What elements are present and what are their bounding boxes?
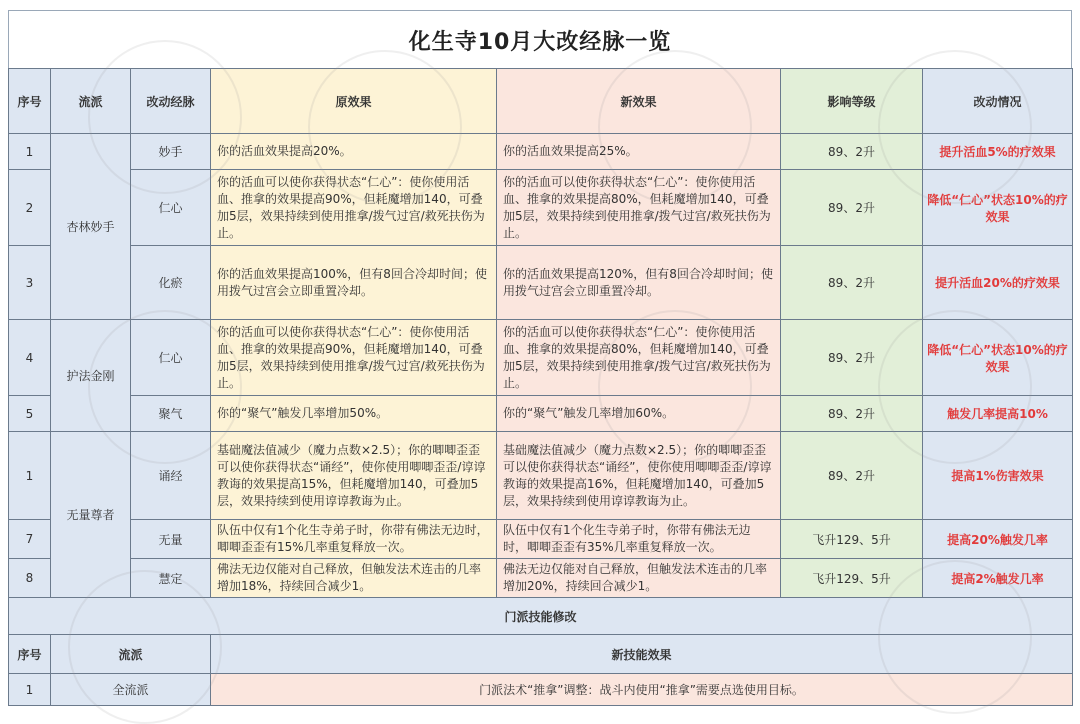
change: 提高20%触发几率 (923, 520, 1073, 559)
table-row (9, 396, 1073, 432)
section-header-effect: 新技能效果 (211, 635, 1073, 674)
meridian-name: 聚气 (131, 396, 211, 432)
change: 触发几率提高10% (923, 396, 1073, 432)
page-title: 化生寺10月大改经脉一览 (408, 29, 672, 55)
table-row (9, 134, 1073, 170)
table-row (9, 246, 1073, 320)
row-no: 1 (9, 432, 51, 520)
section-header-no: 序号 (9, 635, 51, 674)
old-effect: 基础魔法值减少（魔力点数×2.5）；你的唧唧歪歪可以使你获得状态“诵经”，使你使用唧唧歪歪/谆谆教诲的效果提高15%，但耗魔增加140，可叠加5层，效果持续到使用谆谆教诲为止。 (211, 432, 497, 520)
meridian-name: 无量 (131, 520, 211, 559)
change: 提高2%触发几率 (923, 559, 1073, 598)
level: 飞升129、5升 (781, 520, 923, 559)
table-row (9, 559, 1073, 598)
section-title: 门派技能修改 (9, 598, 1073, 635)
title-bar (8, 10, 1072, 70)
level: 89、2升 (781, 432, 923, 520)
header-change: 改动情况 (923, 69, 1073, 134)
meridian-name: 化瘀 (131, 246, 211, 320)
new-effect: 佛法无边仅能对自己释放，但触发法术连击的几率增加20%，持续回合减少1。 (497, 559, 781, 598)
section-row (9, 674, 1073, 706)
level: 89、2升 (781, 134, 923, 170)
header-new-effect: 新效果 (497, 69, 781, 134)
school-cell: 护法金刚 (51, 320, 131, 432)
meridian-table (8, 68, 1073, 706)
level: 飞升129、5升 (781, 559, 923, 598)
table-row (9, 432, 1073, 520)
table-header-row (9, 69, 1073, 134)
old-effect: 你的活血效果提高100%，但有8回合冷却时间；使用拨气过宫会立即重置冷却。 (211, 246, 497, 320)
old-effect: 你的活血可以使你获得状态“仁心”：使你使用活血、推拿的效果提高90%，但耗魔增加140，可叠加5层，效果持续到使用推拿/拨气过宫/救死扶伤为止。 (211, 320, 497, 396)
row-no: 7 (9, 520, 51, 559)
new-effect: 你的活血效果提高25%。 (497, 134, 781, 170)
section-row-school: 全流派 (51, 674, 211, 706)
new-effect: 队伍中仅有1个化生寺弟子时，你带有佛法无边时，唧唧歪歪有35%几率重复释放一次。 (497, 520, 781, 559)
old-effect: 佛法无边仅能对自己释放，但触发法术连击的几率增加18%，持续回合减少1。 (211, 559, 497, 598)
meridian-name: 诵经 (131, 432, 211, 520)
row-no: 3 (9, 246, 51, 320)
old-effect: 你的活血可以使你获得状态“仁心”：使你使用活血、推拿的效果提高90%，但耗魔增加140，可叠加5层，效果持续到使用推拿/拨气过宫/救死扶伤为止。 (211, 170, 497, 246)
change: 降低“仁心”状态10%的疗效果 (923, 320, 1073, 396)
meridian-name: 仁心 (131, 320, 211, 396)
school-cell: 无量尊者 (51, 432, 131, 598)
level: 89、2升 (781, 396, 923, 432)
header-meridian: 改动经脉 (131, 69, 211, 134)
header-school: 流派 (51, 69, 131, 134)
row-no: 5 (9, 396, 51, 432)
level: 89、2升 (781, 320, 923, 396)
change: 提升活血20%的疗效果 (923, 246, 1073, 320)
change: 提高1%伤害效果 (923, 432, 1073, 520)
section-row-no: 1 (9, 674, 51, 706)
new-effect: 基础魔法值减少（魔力点数×2.5）；你的唧唧歪歪可以使你获得状态“诵经”，使你使用唧唧歪歪/谆谆教诲的效果提高16%，但耗魔增加140，可叠加5层，效果持续到使用谆谆教诲为止。 (497, 432, 781, 520)
old-effect: 你的活血效果提高20%。 (211, 134, 497, 170)
old-effect: 你的“聚气”触发几率增加50%。 (211, 396, 497, 432)
row-no: 1 (9, 134, 51, 170)
table-row (9, 520, 1073, 559)
meridian-name: 仁心 (131, 170, 211, 246)
header-level: 影响等级 (781, 69, 923, 134)
level: 89、2升 (781, 246, 923, 320)
row-no: 2 (9, 170, 51, 246)
change: 降低“仁心”状态10%的疗效果 (923, 170, 1073, 246)
new-effect: 你的活血可以使你获得状态“仁心”：使你使用活血、推拿的效果提高80%，但耗魔增加140，可叠加5层，效果持续到使用推拿/拨气过宫/救死扶伤为止。 (497, 170, 781, 246)
school-cell: 杏林妙手 (51, 134, 131, 320)
section-header-school: 流派 (51, 635, 211, 674)
meridian-name: 妙手 (131, 134, 211, 170)
new-effect: 你的活血可以使你获得状态“仁心”：使你使用活血、推拿的效果提高80%，但耗魔增加140，可叠加5层，效果持续到使用推拿/拨气过宫/救死扶伤为止。 (497, 320, 781, 396)
document (8, 10, 1072, 710)
section-header-row (9, 635, 1073, 674)
table-row (9, 320, 1073, 396)
row-no: 4 (9, 320, 51, 396)
row-no: 8 (9, 559, 51, 598)
header-old-effect: 原效果 (211, 69, 497, 134)
meridian-name: 慧定 (131, 559, 211, 598)
level: 89、2升 (781, 170, 923, 246)
new-effect: 你的“聚气”触发几率增加60%。 (497, 396, 781, 432)
section-row-effect: 门派法术“推拿”调整：战斗内使用“推拿”需要点选使用目标。 (211, 674, 1073, 706)
section-title-row (9, 598, 1073, 635)
old-effect: 队伍中仅有1个化生寺弟子时，你带有佛法无边时，唧唧歪歪有15%几率重复释放一次。 (211, 520, 497, 559)
new-effect: 你的活血效果提高120%，但有8回合冷却时间；使用拨气过宫会立即重置冷却。 (497, 246, 781, 320)
table-row (9, 170, 1073, 246)
change: 提升活血5%的疗效果 (923, 134, 1073, 170)
header-no: 序号 (9, 69, 51, 134)
